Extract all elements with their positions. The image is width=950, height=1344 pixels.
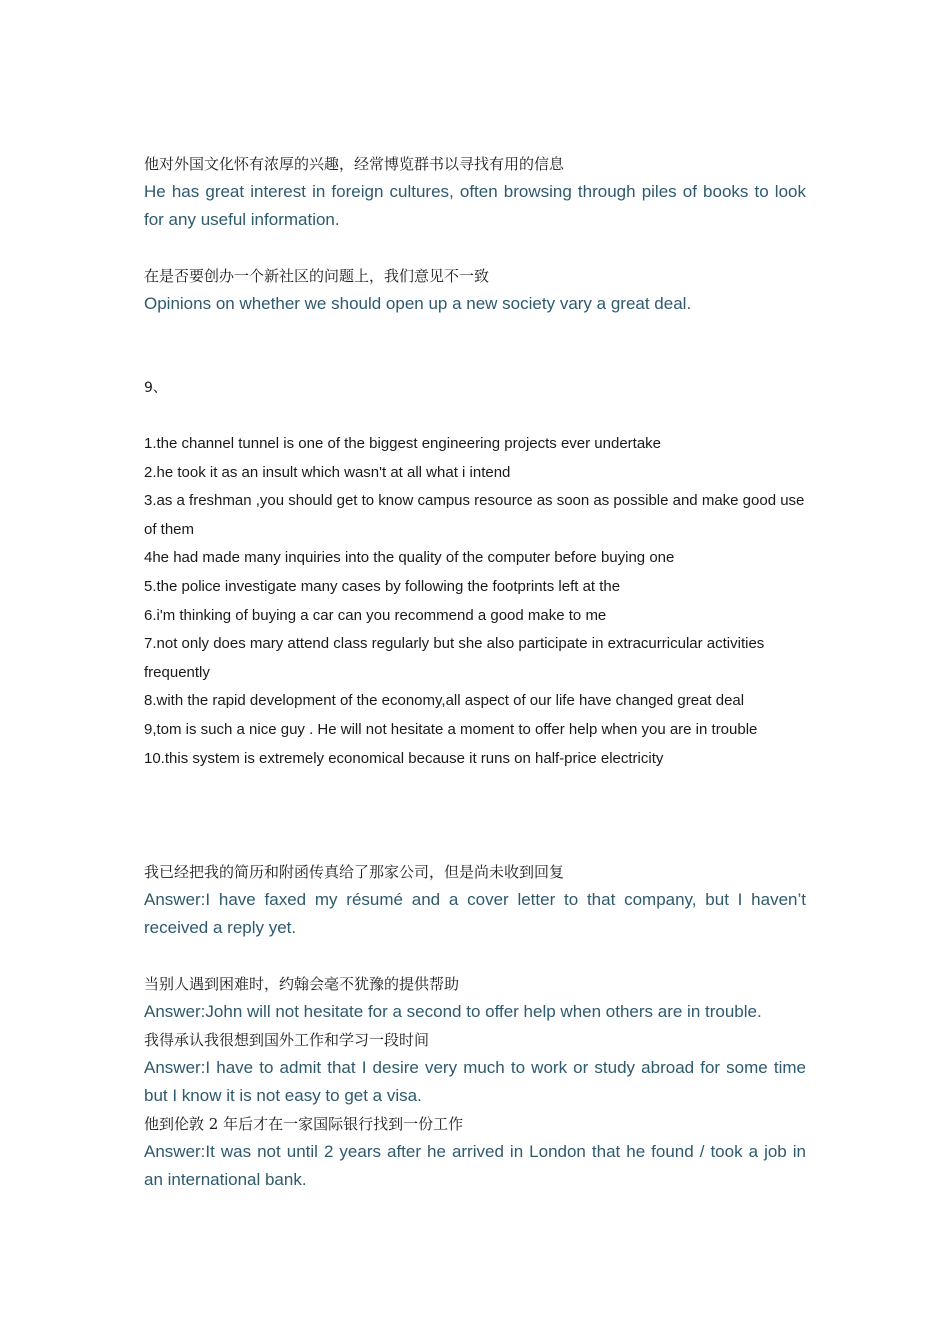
list-item: 7.not only does mary attend class regularly but she also participate in extracurricular activities frequently bbox=[144, 635, 765, 681]
english-answer: Answer:I have faxed my résumé and a cover letter to that company, but I haven’t received a reply yet. bbox=[144, 890, 806, 938]
spacer bbox=[144, 773, 806, 858]
list-item: 6.i'm thinking of buying a car can you recommend a good make to me bbox=[144, 606, 607, 624]
list-item: 8.with the rapid development of the economy,all aspect of our life have changed great deal bbox=[144, 692, 745, 710]
english-translation: He has great interest in foreign cultures, often browsing through piles of books to look for any useful information. bbox=[144, 182, 806, 229]
list-item: 1.the channel tunnel is one of the biggest engineering projects ever undertake bbox=[144, 435, 662, 452]
chinese-sentence: 他到伦敦 2 年后才在一家国际银行找到一份工作 bbox=[144, 1115, 464, 1134]
list-item: 2.he took it as an insult which wasn't at all what i intend bbox=[144, 463, 511, 481]
spacer bbox=[144, 234, 806, 262]
list-item: 5.the police investigate many cases by following the footprints left at the bbox=[144, 577, 621, 595]
english-answer: Answer:John will not hesitate for a second to offer help when others are in trouble. bbox=[144, 1002, 762, 1022]
spacer bbox=[144, 318, 806, 374]
section-number: 9、 bbox=[144, 380, 167, 396]
list-item: 4he had made many inquiries into the quality of the computer before buying one bbox=[144, 549, 675, 567]
chinese-sentence: 当别人遇到困难时，约翰会毫不犹豫的提供帮助 bbox=[144, 975, 460, 994]
list-item: 9,tom is such a nice guy . He will not hesitate a moment to offer help when you are in trouble bbox=[144, 720, 758, 738]
english-answer: Answer:I have to admit that I desire very much to work or study abroad for some time but I know it is not easy to get a visa. bbox=[144, 1058, 806, 1106]
chinese-sentence: 我已经把我的简历和附函传真给了那家公司，但是尚未收到回复 bbox=[144, 863, 565, 882]
spacer bbox=[144, 402, 806, 430]
list-item: 3.as a freshman ,you should get to know campus resource as soon as possible and make good use of them bbox=[144, 492, 805, 538]
chinese-sentence: 他对外国文化怀有浓厚的兴趣，经常博览群书以寻找有用的信息 bbox=[144, 155, 565, 173]
chinese-sentence: 我得承认我很想到国外工作和学习一段时间 bbox=[144, 1031, 430, 1050]
spacer bbox=[144, 942, 806, 970]
chinese-sentence: 在是否要创办一个新社区的问题上，我们意见不一致 bbox=[144, 267, 490, 285]
sentence-list bbox=[144, 430, 806, 773]
english-answer: Answer:It was not until 2 years after he arrived in London that he found / took a job in an international bank. bbox=[144, 1142, 806, 1190]
document-body bbox=[144, 150, 806, 1194]
english-translation: Opinions on whether we should open up a new society vary a great deal. bbox=[144, 294, 692, 313]
list-item: 10.this system is extremely economical because it runs on half-price electricity bbox=[144, 749, 664, 767]
